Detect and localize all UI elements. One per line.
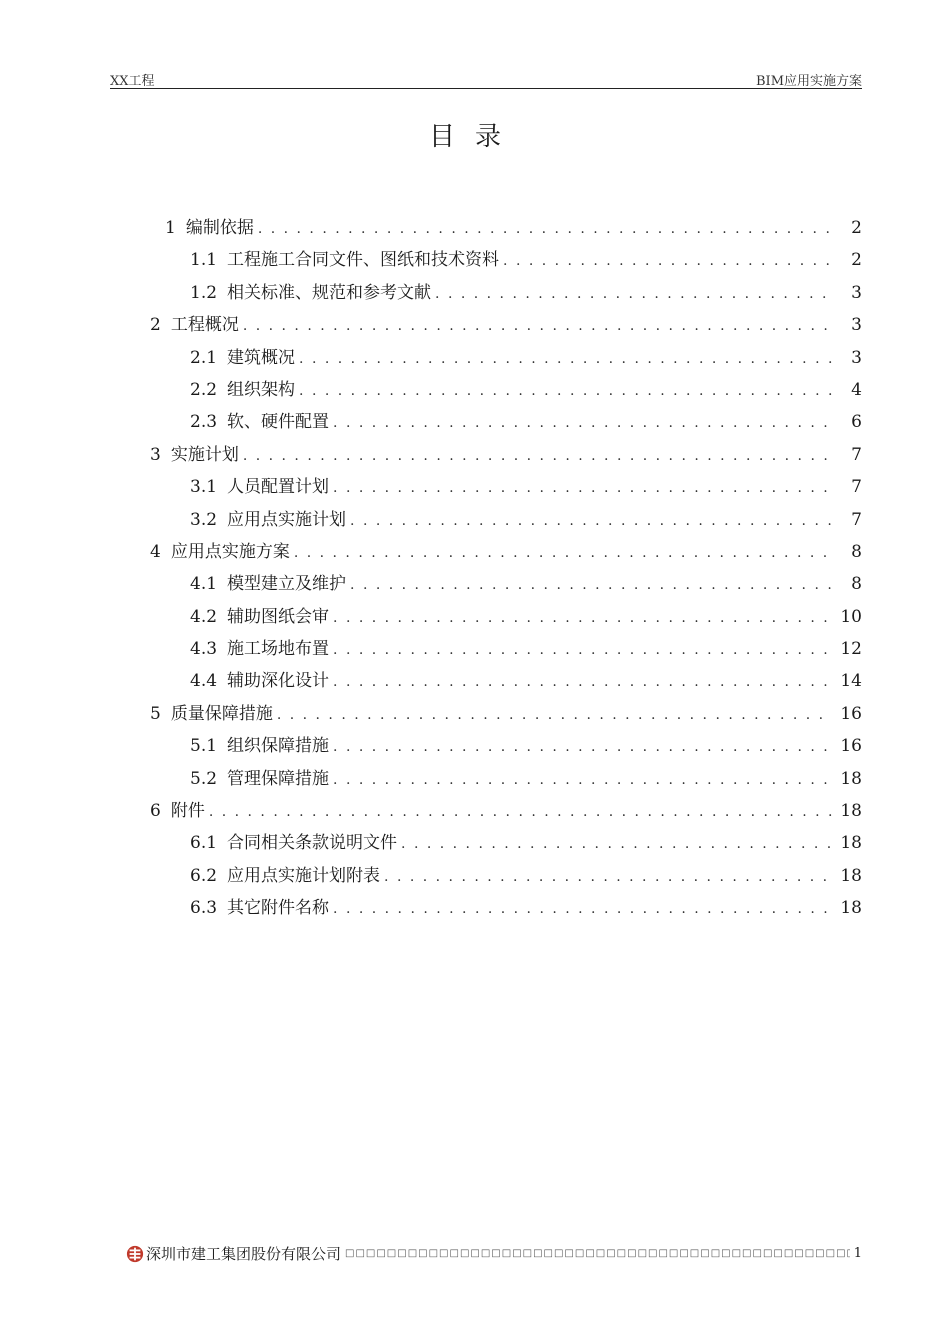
toc-entry-number: 4.3 [190, 639, 218, 660]
toc-entry-number: 1.1 [190, 250, 218, 271]
toc-entry-title: 工程概况 [170, 315, 239, 336]
toc-entry-title: 组织架构 [227, 379, 296, 400]
toc-dot-leader [350, 569, 832, 601]
toc-entry-number: 6.3 [190, 898, 218, 919]
toc-entry-title: 工程施工合同文件、图纸和技术资料 [227, 250, 500, 271]
toc-entry-title: 实施计划 [170, 444, 239, 465]
footer-company-name: 深圳市建工集团股份有限公司 [146, 1245, 342, 1263]
toc-entry[interactable] [150, 406, 862, 438]
toc-entry-number: 4.1 [190, 574, 218, 595]
toc-entry-number: 4.4 [190, 671, 218, 692]
toc-entry-title: 质量保障措施 [170, 703, 273, 724]
toc-entry-number: 2 [150, 315, 161, 336]
toc-entry[interactable] [150, 860, 862, 892]
toc-dot-leader [333, 893, 832, 925]
toc-entry[interactable] [150, 536, 862, 568]
toc-dot-leader [333, 472, 832, 504]
toc-entry[interactable] [150, 763, 862, 795]
toc-entry[interactable] [150, 439, 862, 471]
toc-entry[interactable] [150, 892, 862, 924]
toc-entry-title: 应用点实施计划附表 [227, 865, 381, 886]
toc-entry-title: 组织保障措施 [227, 736, 330, 757]
toc-dot-leader [435, 278, 832, 310]
toc-dot-leader [333, 407, 832, 439]
toc-entry-number: 5.2 [190, 768, 218, 789]
header-project-name: XX工程 [110, 74, 155, 89]
toc-entry-title: 辅助深化设计 [227, 671, 330, 692]
toc-dot-leader [294, 537, 832, 569]
toc-entry-title: 施工场地布置 [227, 639, 330, 660]
toc-entry-page: 4 [851, 379, 862, 400]
toc-entry-title: 相关标准、规范和参考文献 [227, 282, 432, 303]
toc-entry[interactable] [150, 568, 862, 600]
toc-entry-title: 人员配置计划 [227, 477, 330, 498]
toc-dot-leader [277, 699, 832, 731]
toc-entry-page: 7 [851, 444, 862, 465]
toc-entry-page: 10 [840, 606, 862, 627]
toc-entry-number: 5.1 [190, 736, 218, 757]
toc-entry-number: 4.2 [190, 606, 218, 627]
toc-entry-page: 18 [840, 865, 862, 886]
toc-entry[interactable] [150, 342, 862, 374]
toc-dot-leader [299, 375, 832, 407]
toc-entry[interactable] [150, 309, 862, 341]
toc-entry-page: 18 [840, 898, 862, 919]
toc-entry-title: 模型建立及维护 [227, 574, 347, 595]
toc-title: 目录 [428, 122, 521, 152]
toc-entry[interactable] [150, 795, 862, 827]
toc-entry-page: 2 [851, 250, 862, 271]
toc-entry-page: 3 [851, 347, 862, 368]
toc-entry-page: 16 [840, 703, 862, 724]
toc-entry-title: 其它附件名称 [227, 898, 330, 919]
page-footer [126, 1243, 862, 1264]
toc-entry-title: 辅助图纸会审 [227, 606, 330, 627]
toc-dot-leader [243, 310, 832, 342]
toc-entry[interactable] [150, 665, 862, 697]
toc-entry-title: 合同相关条款说明文件 [227, 833, 398, 854]
toc-entry-page: 14 [840, 671, 862, 692]
toc-entry-page: 8 [851, 574, 862, 595]
toc-dot-leader [503, 245, 832, 277]
toc-entry-number: 6 [150, 801, 161, 822]
toc-entry[interactable] [150, 601, 862, 633]
toc-dot-leader [401, 828, 832, 860]
toc-entry[interactable] [150, 827, 862, 859]
toc-entry-number: 3.1 [190, 477, 218, 498]
toc-entry[interactable] [150, 471, 862, 503]
toc-entry-page: 18 [840, 833, 862, 854]
toc-dot-leader [243, 440, 832, 472]
toc-entry-page: 8 [851, 541, 862, 562]
toc-dot-leader [333, 731, 832, 763]
footer-placeholder-glyphs [345, 1248, 850, 1259]
toc-entry-number: 3 [150, 444, 161, 465]
toc-dot-leader [333, 602, 832, 634]
toc-dot-leader [384, 861, 832, 893]
toc-entry-page: 16 [840, 736, 862, 757]
toc-dot-leader [258, 213, 832, 245]
toc-entry-title: 管理保障措施 [227, 768, 330, 789]
toc-dot-leader [299, 343, 832, 375]
toc-entry-number: 1.2 [190, 282, 218, 303]
toc-entry[interactable] [150, 504, 862, 536]
toc-entry-title: 应用点实施方案 [170, 541, 290, 562]
toc-entry[interactable] [150, 244, 862, 276]
toc-dot-leader [350, 505, 832, 537]
toc-entry-title: 应用点实施计划 [227, 509, 347, 530]
toc-entry-page: 2 [851, 218, 862, 238]
company-logo-icon [126, 1245, 144, 1263]
toc-entry-number: 3.2 [190, 509, 218, 530]
toc-entry-title: 编制依据 [185, 218, 254, 238]
toc-entry[interactable] [150, 633, 862, 665]
toc-entry-number: 2.1 [190, 347, 218, 368]
toc-entry-title: 软、硬件配置 [227, 412, 330, 433]
toc-entry[interactable] [150, 698, 862, 730]
toc-entry-page: 7 [851, 509, 862, 530]
footer-page-number: 1 [853, 1246, 862, 1261]
toc-dot-leader [333, 764, 832, 796]
toc-entry-page: 12 [840, 639, 862, 660]
toc-entry[interactable] [150, 212, 862, 244]
toc-entry[interactable] [150, 374, 862, 406]
toc-entry-number: 6.1 [190, 833, 218, 854]
toc-entry-page: 18 [840, 768, 862, 789]
table-of-contents [150, 212, 862, 925]
toc-entry-page: 3 [851, 315, 862, 336]
toc-entry-title: 建筑概况 [227, 347, 296, 368]
toc-entry-page: 6 [851, 412, 862, 433]
toc-entry-number: 4 [150, 541, 161, 562]
toc-entry-page: 7 [851, 477, 862, 498]
toc-entry-number: 6.2 [190, 865, 218, 886]
toc-entry[interactable] [150, 730, 862, 762]
toc-entry-title: 附件 [170, 801, 205, 822]
toc-entry-number: 2.2 [190, 379, 218, 400]
toc-dot-leader [333, 634, 832, 666]
toc-entry-page: 3 [851, 282, 862, 303]
toc-entry[interactable] [150, 277, 862, 309]
toc-entry-number: 5 [150, 703, 161, 724]
toc-dot-leader [209, 796, 832, 828]
toc-entry-number: 2.3 [190, 412, 218, 433]
header-rule [110, 88, 862, 89]
toc-entry-number: 1 [165, 218, 176, 238]
header-document-title: BIM应用实施方案 [756, 74, 862, 89]
toc-dot-leader [333, 666, 832, 698]
toc-entry-page: 18 [840, 801, 862, 822]
